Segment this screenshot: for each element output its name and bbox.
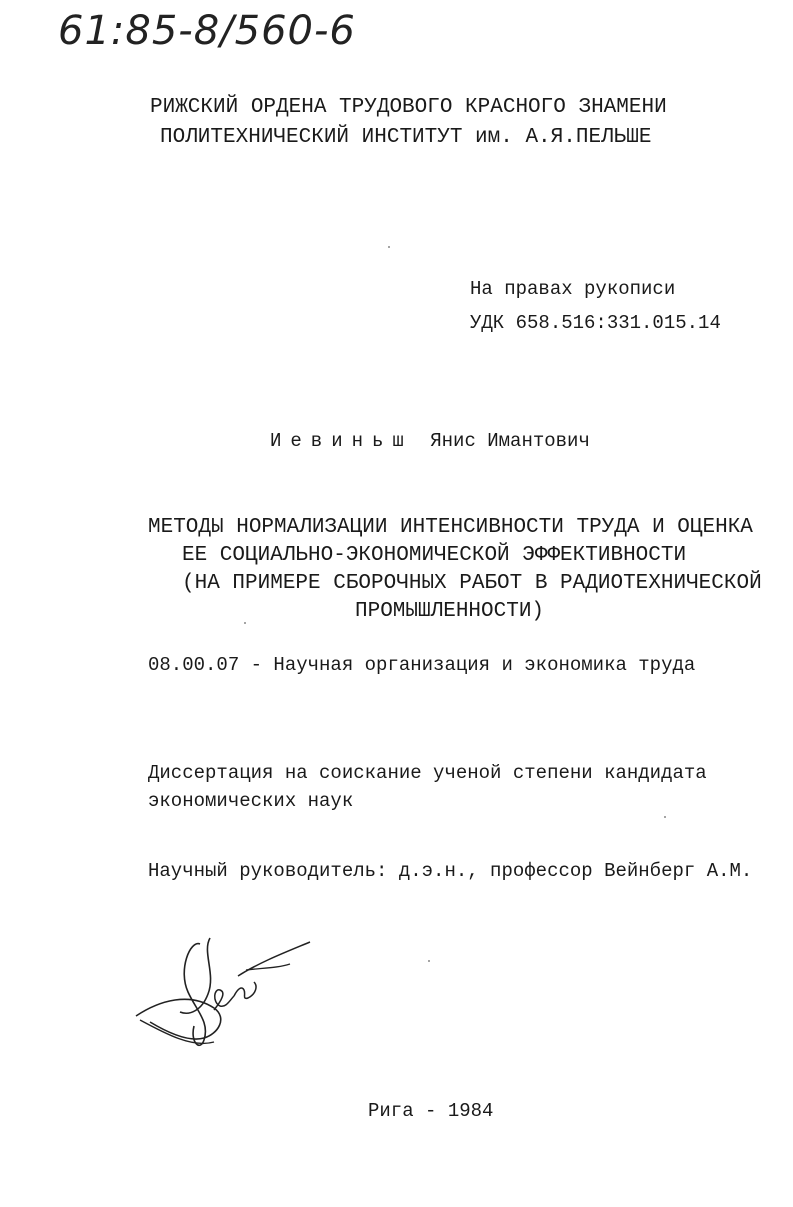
signature-icon [130,930,320,1060]
speck [244,622,246,624]
udk-code: УДК 658.516:331.015.14 [470,312,721,334]
author-given-names: Янис Имантович [430,430,590,452]
title-line-1: МЕТОДЫ НОРМАЛИЗАЦИИ ИНТЕНСИВНОСТИ ТРУДА И ОЦЕНКА [148,516,753,539]
speck [428,960,430,962]
institution-line-2: ПОЛИТЕХНИЧЕСКИЙ ИНСТИТУТ им. А.Я.ПЕЛЬШЕ [160,126,652,149]
title-line-3: (НА ПРИМЕРЕ СБОРОЧНЫХ РАБОТ В РАДИОТЕХНИЧЕСКОЙ [182,572,762,595]
degree-line-2: экономических наук [148,790,354,812]
specialty-code: 08.00.07 - Научная организация и экономика труда [148,654,696,676]
title-line-2: ЕЕ СОЦИАЛЬНО-ЭКОНОМИЧЕСКОЙ ЭФФЕКТИВНОСТИ [182,544,687,567]
speck [664,816,666,818]
rights-note: На правах рукописи [470,278,676,300]
supervisor: Научный руководитель: д.э.н., профессор Вейнберг А.М. [148,860,753,882]
degree-line-1: Диссертация на соискание ученой степени кандидата [148,762,707,784]
title-line-4: ПРОМЫШЛЕННОСТИ) [355,600,545,623]
institution-line-1: РИЖСКИЙ ОРДЕНА ТРУДОВОГО КРАСНОГО ЗНАМЕНИ [150,96,667,119]
speck [388,246,390,248]
archive-number: 61:85-8/560-6 [58,8,356,54]
place-and-year: Рига - 1984 [368,1100,494,1122]
author-name [270,430,590,452]
author-surname: Иевиньш [270,430,413,452]
